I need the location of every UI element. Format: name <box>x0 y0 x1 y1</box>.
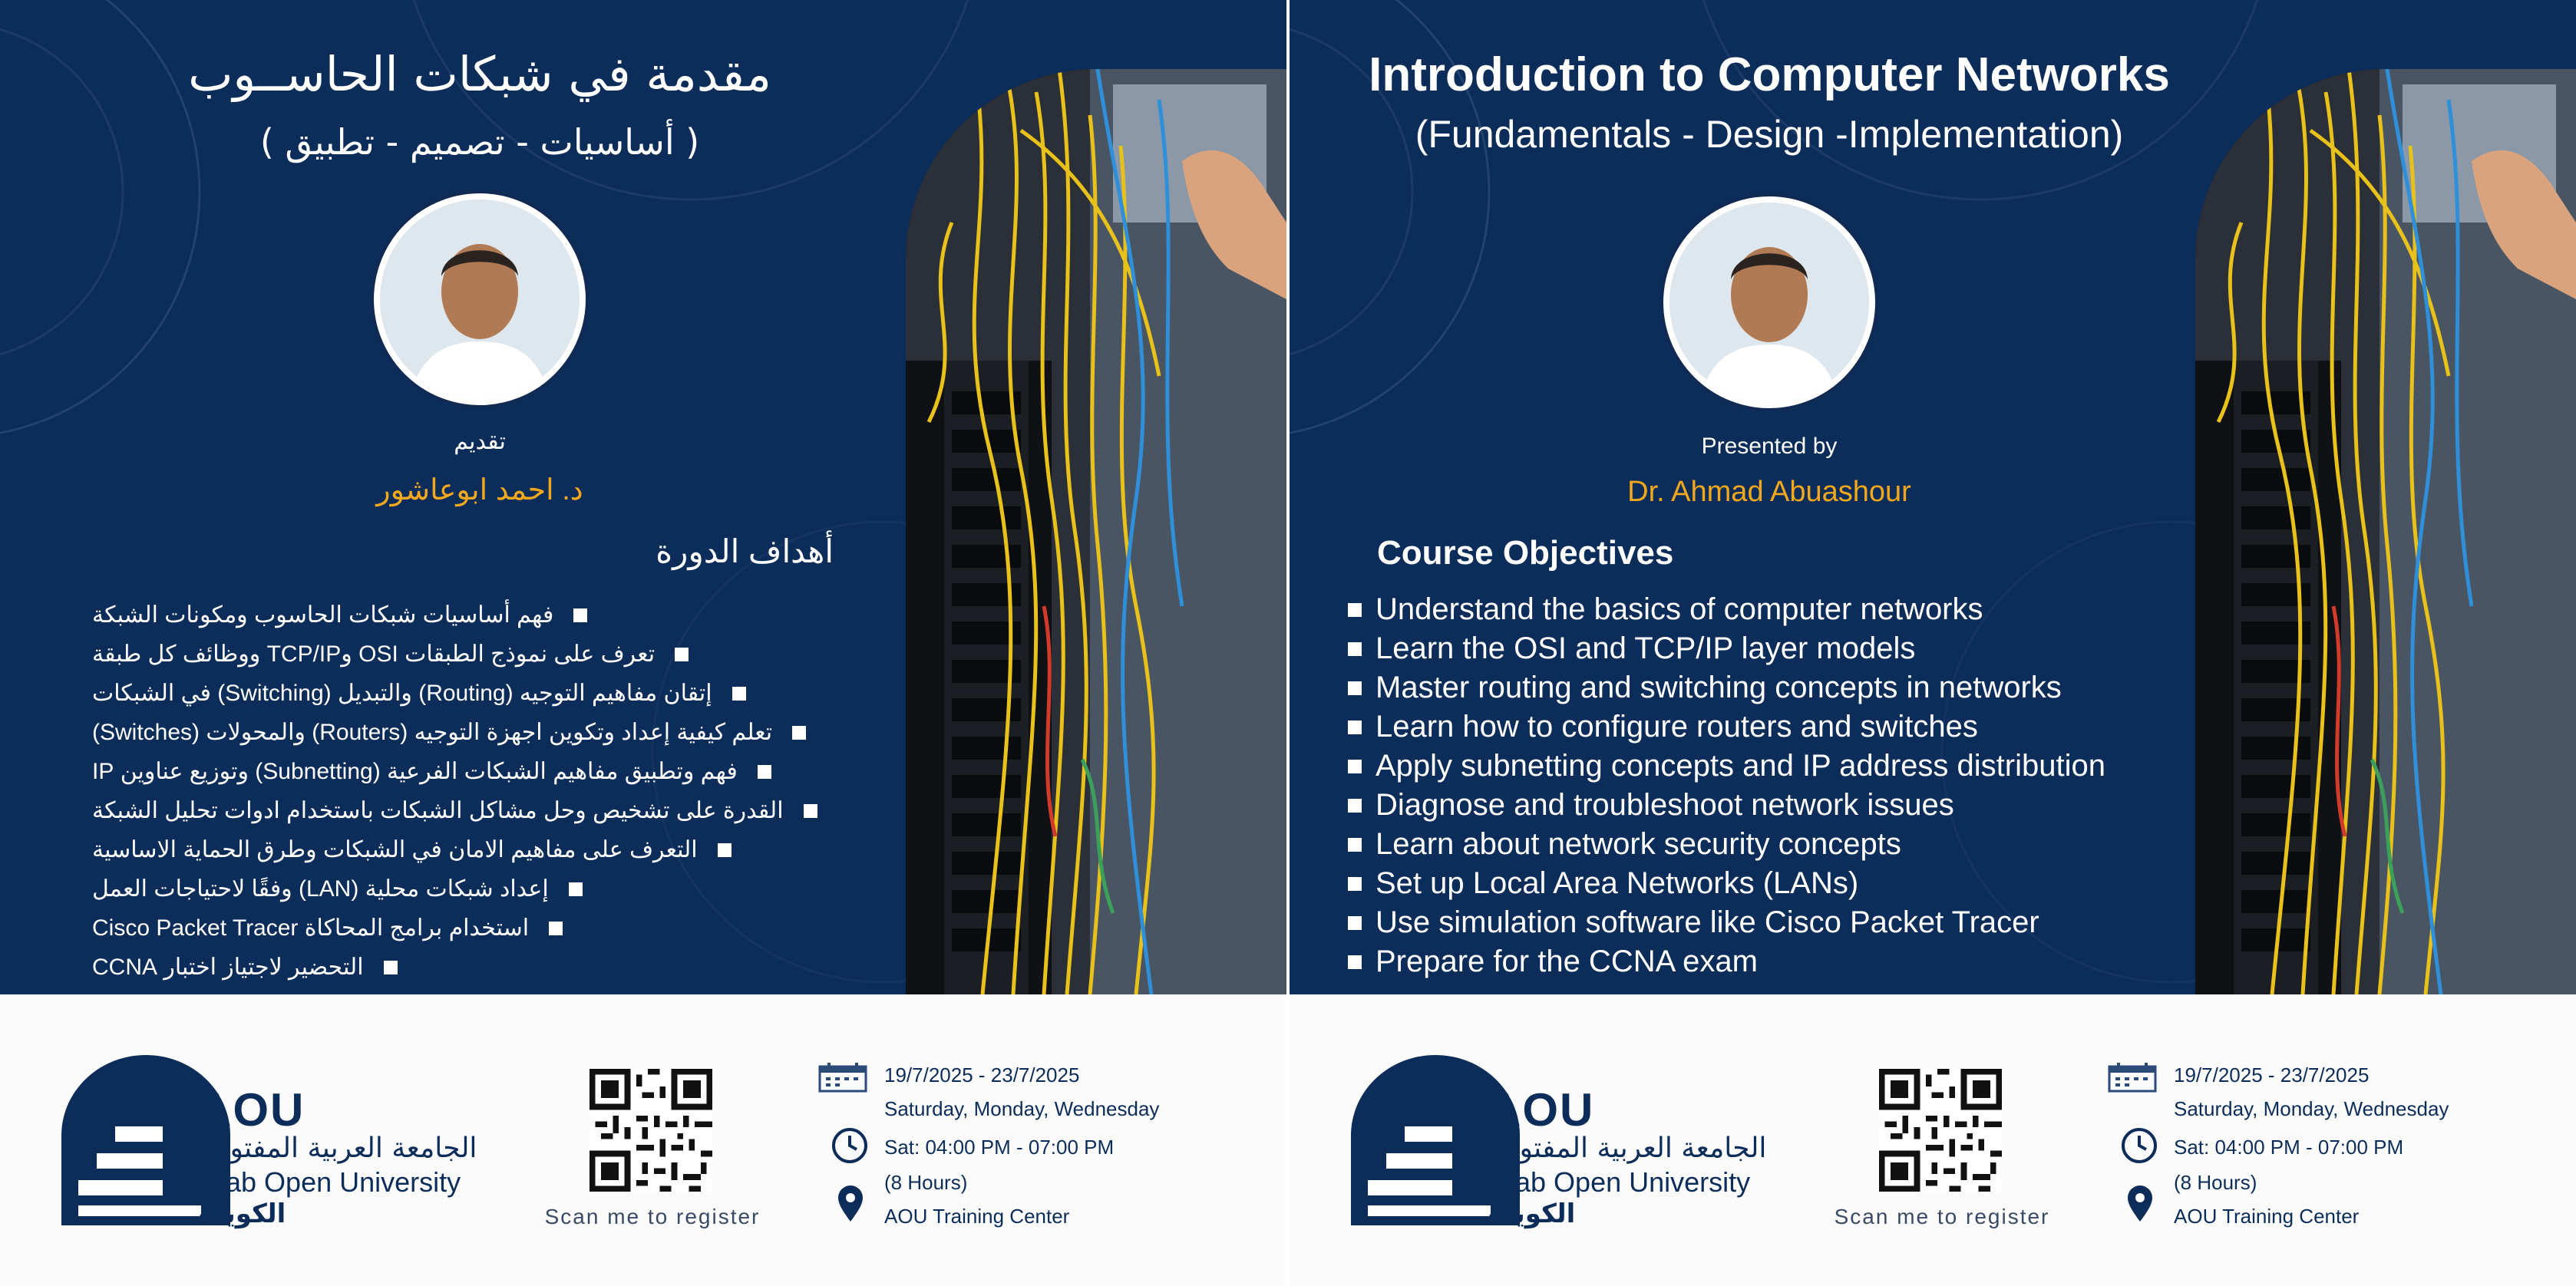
list-item: Diagnose and troubleshoot network issues <box>1348 786 2208 825</box>
header-panel <box>1290 0 2576 994</box>
qr-code[interactable] <box>590 1069 712 1192</box>
bullet-icon <box>675 648 689 661</box>
course-title: مقدمة في شبكات الحاســوب <box>188 46 771 102</box>
list-item: التحضير لاجتياز اختبار CCNA <box>92 948 890 987</box>
bullet-icon <box>549 922 563 935</box>
bullet-icon <box>1348 720 1362 734</box>
presented-by-label: تقديم <box>454 429 506 454</box>
qr-code[interactable] <box>1879 1069 2002 1192</box>
objectives-list <box>92 595 890 987</box>
list-item: Master routing and switching concepts in networks <box>1348 668 2208 707</box>
list-item: التعرف على مفاهيم الامان في الشبكات وطرق الحماية الاساسية <box>92 830 890 869</box>
presenter-name: د. احمد ابوعاشور <box>376 474 583 506</box>
bullet-icon <box>1348 799 1362 813</box>
bullet-icon <box>732 687 746 701</box>
list-item: Prepare for the CCNA exam <box>1348 942 2208 981</box>
objectives-heading: Course Objectives <box>1377 534 1674 572</box>
list-item: Learn how to configure routers and switches <box>1348 707 2208 747</box>
logo-wordmark: AOU <box>1488 1084 1595 1136</box>
course-title: Introduction to Computer Networks <box>1369 48 2170 101</box>
bullet-icon <box>1348 603 1362 617</box>
objectives-heading: أهداف الدورة <box>656 533 834 569</box>
location-pin-icon <box>837 1185 864 1223</box>
presenter-avatar <box>374 193 586 405</box>
course-dates: 19/7/2025 - 23/7/2025 <box>2174 1063 2370 1087</box>
course-time: Sat: 04:00 PM - 07:00 PM <box>884 1136 1115 1159</box>
course-time: Sat: 04:00 PM - 07:00 PM <box>2174 1136 2404 1159</box>
bullet-icon <box>804 804 817 818</box>
course-days: Saturday, Monday, Wednesday <box>2174 1097 2449 1120</box>
bullet-icon <box>569 882 583 896</box>
clock-icon <box>2120 1126 2158 1165</box>
bullet-icon <box>1348 760 1362 773</box>
course-days: Saturday, Monday, Wednesday <box>884 1097 1160 1120</box>
bullet-icon <box>1348 877 1362 891</box>
course-hours: (8 Hours) <box>884 1171 968 1194</box>
bullet-icon <box>758 765 771 779</box>
bullet-icon <box>792 726 806 740</box>
list-item: Learn about network security concepts <box>1348 825 2208 864</box>
network-rack-photo <box>906 69 1286 994</box>
list-item: Use simulation software like Cisco Packet Tracer <box>1348 903 2208 942</box>
list-item: تعرف على نموذج الطبقات OSI وTCP/IP ووظائف كل طبقة <box>92 635 890 674</box>
course-hours: (8 Hours) <box>2174 1171 2257 1194</box>
list-item: Learn the OSI and TCP/IP layer models <box>1348 629 2208 668</box>
course-subtitle: (Fundamentals - Design -Implementation) <box>1415 113 2124 156</box>
university-name-english: Arab Open University <box>1488 1166 1751 1198</box>
bullet-icon <box>1348 642 1362 656</box>
scan-to-register-label: Scan me to register <box>544 1205 761 1228</box>
course-subtitle: ( أساسيات - تصميم - تطبيق ) <box>259 121 700 163</box>
course-dates: 19/7/2025 - 23/7/2025 <box>884 1063 1080 1087</box>
bullet-icon <box>384 961 398 974</box>
bullet-icon <box>1348 916 1362 930</box>
english-poster <box>1290 0 2576 1286</box>
bullet-icon <box>1348 838 1362 852</box>
calendar-icon <box>2108 1062 2158 1093</box>
course-location: AOU Training Center <box>2174 1205 2360 1228</box>
list-item: إتقان مفاهيم التوجيه (Routing) والتبديل (Switching) في الشبكات <box>92 674 890 713</box>
university-name-english: Arab Open University <box>198 1166 461 1198</box>
bullet-icon <box>1348 955 1362 969</box>
list-item: Understand the basics of computer networks <box>1348 590 2208 629</box>
list-item: فهم أساسيات شبكات الحاسوب ومكونات الشبكة <box>92 595 890 635</box>
list-item: استخدام برامج المحاكاة Cisco Packet Tracer <box>92 908 890 948</box>
clock-icon <box>831 1126 869 1165</box>
objectives-list <box>1348 590 2208 981</box>
list-item: فهم وتطبيق مفاهيم الشبكات الفرعية (Subnetting) وتوزيع عناوين IP <box>92 752 890 791</box>
bullet-icon <box>573 608 587 622</box>
location-pin-icon <box>2126 1185 2154 1223</box>
calendar-icon <box>818 1062 869 1093</box>
arabic-poster <box>0 0 1286 1286</box>
presenter-avatar <box>1663 196 1875 408</box>
presented-by-label: Presented by <box>1701 434 1838 459</box>
network-rack-photo <box>2195 69 2576 994</box>
presenter-name: Dr. Ahmad Abuashour <box>1627 476 1911 508</box>
university-name-arabic: الجامعة العربية المفتوحة <box>1488 1133 1767 1164</box>
course-location: AOU Training Center <box>884 1205 1070 1228</box>
list-item: Set up Local Area Networks (LANs) <box>1348 864 2208 903</box>
logo-wordmark: AOU <box>198 1084 305 1136</box>
branch-name: الكويت <box>198 1199 286 1229</box>
list-item: تعلم كيفية إعداد وتكوين اجهزة التوجيه (Routers) والمحولات (Switches) <box>92 713 890 752</box>
list-item: إعداد شبكات محلية (LAN) وفقًا لاحتياجات العمل <box>92 869 890 908</box>
university-name-arabic: الجامعة العربية المفتوحة <box>198 1133 477 1164</box>
list-item: Apply subnetting concepts and IP address distribution <box>1348 747 2208 786</box>
bullet-icon <box>718 843 732 857</box>
bullet-icon <box>1348 681 1362 695</box>
scan-to-register-label: Scan me to register <box>1834 1205 2050 1228</box>
list-item: القدرة على تشخيص وحل مشاكل الشبكات باستخدام ادوات تحليل الشبكة <box>92 791 890 830</box>
header-panel <box>0 0 1286 994</box>
branch-name: الكويت <box>1488 1199 1576 1229</box>
